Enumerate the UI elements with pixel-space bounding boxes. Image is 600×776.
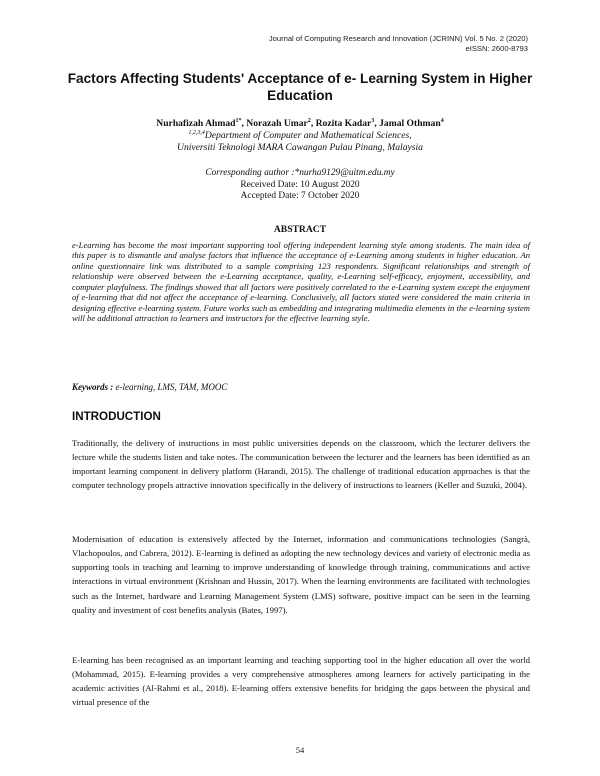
affiliation-line-1	[60, 130, 540, 142]
author-sup: 1*	[235, 117, 242, 124]
intro-paragraph: Traditionally, the delivery of instructions in most public universities depends on the classroom, which the lecturer delivers the lecture while the students listen and take notes. The communication between the lecturer and the learners has been identified as an important learning component in delivery platform (Harandi, 2015). The challenge of traditional education approaches is that the computer technology propels attractive innovation specifically in the delivery of instructions to learners (Keller and Suzuki, 2004).	[72, 438, 530, 491]
journal-header	[269, 34, 528, 53]
author-name: Rozita Kadar	[315, 118, 372, 129]
intro-paragraph: E-learning has been recognised as an important learning and teaching supporting tool in the higher education all over the world (Mohammad, 2015). E-learning provides a very comprehensive atmospheres among learners for actively participating in the academic activities (Al-Rahmi et al., 2018). E-learning offers extensive benefits for bridging the gaps between the physical and virtual presence of the	[72, 655, 530, 708]
author-sup: 3	[371, 117, 375, 124]
author-sup: 2	[307, 117, 311, 124]
page-number: 54	[295, 745, 305, 755]
journal-line: Journal of Computing Research and Innovation (JCRINN) Vol. 5 No. 2 (2020)	[268, 34, 528, 43]
keywords	[72, 382, 530, 392]
affiliation-sup: 1,2,3,4	[188, 129, 205, 136]
introduction-heading: INTRODUCTION	[72, 410, 161, 423]
author-sep: ,	[374, 118, 380, 129]
author-sep: ,	[241, 118, 247, 129]
keywords-label: Keywords :	[72, 382, 114, 392]
author-name: Norazah Umar	[246, 118, 308, 129]
author-name: Jamal Othman	[379, 118, 441, 129]
affiliation-line-2: Universiti Teknologi MARA Cawangan Pulau Pinang, Malaysia	[177, 142, 423, 153]
corresponding-author: Corresponding author :*nurha9129@uitm.edu.my	[205, 168, 395, 178]
keywords-value: e-learning, LMS, TAM, MOOC	[113, 382, 228, 392]
submission-meta	[60, 168, 540, 203]
intro-paragraph: Modernisation of education is extensively affected by the Internet, information and communications technologies (Sangrà, Vlachopoulos, and Cabrera, 2012). E-learning is defined as adopting the new technology devices and variety of electronic media as supporting tools in teaching and learning to improve understanding of knowledge through training, communications and active interactions in virtual environment (Krishnan and Hussin, 2017). When the learning environments are facilitated with technologies such as the Internet, hardware and Learning Management System (LMS) software, positive impact can be seen in the learning quality and investment of cost benefits analysis (Bates, 1997).	[72, 534, 530, 615]
author-sup: 4	[440, 117, 444, 124]
author-block	[60, 118, 540, 154]
abstract-text: e-Learning has become the most important supporting tool offering independent learning style among students. The main idea of this paper is to dismantle and analyse factors that influence the acceptance of e-Learning among students in higher education. An online questionnaire link was distributed to a sample comprising 123 respondents. Significant relationships and strength of relationship were observed between the e-Learning acceptance, quality, e-Learning self-efficacy, enjoyment, accessibility, and computer playfulness. The findings showed that all factors were positively correlated to the e-Learning system except the enjoyment of e-learning that did not affect the acceptance of e-learning. Conclusively, all factors stated were considered the main criteria in designing effective e-learning system. Future works such as embedding and integrating multimedia elements in the e-learning system will be additional attraction to learners and instructors for the effective learning style.	[72, 240, 530, 324]
author-sep: ,	[310, 118, 316, 129]
accepted-date: Accepted Date: 7 October 2020	[240, 191, 360, 201]
abstract-heading: ABSTRACT	[273, 224, 327, 235]
eissn: eISSN: 2600-8793	[465, 43, 528, 53]
paper-title: Factors Affecting Students' Acceptance of e- Learning System in Higher Education	[67, 71, 533, 103]
received-date: Received Date: 10 August 2020	[240, 179, 360, 190]
author-names	[60, 118, 540, 130]
author-name: Nurhafizah Ahmad	[156, 118, 236, 129]
affiliation-dept: Department of Computer and Mathematical Sciences,	[204, 130, 412, 141]
